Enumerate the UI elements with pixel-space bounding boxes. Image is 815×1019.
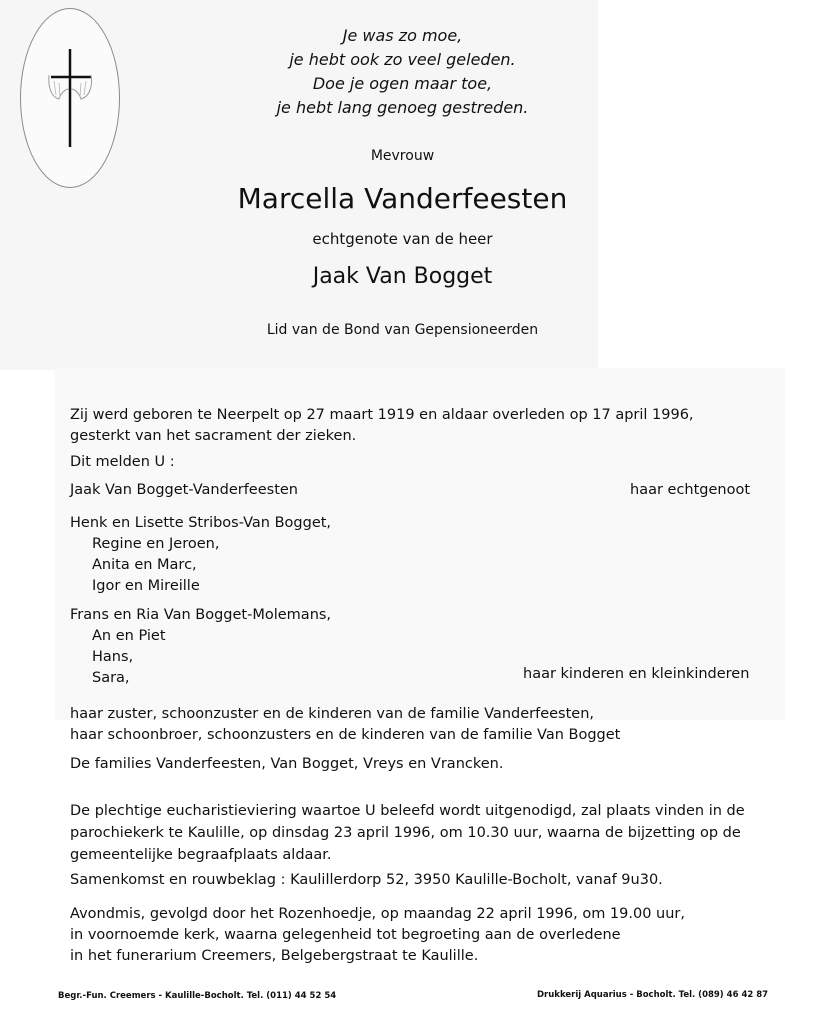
salutation: Mevrouw: [370, 148, 435, 164]
family-head: Henk en Lisette Stribos-Van Bogget,: [70, 515, 332, 531]
cross-emblem: [20, 8, 120, 188]
announce: Dit melden U :: [70, 454, 175, 470]
poem-line: Doe je ogen maar toe,: [312, 74, 493, 93]
spouse-intro: echtgenote van de heer: [312, 230, 493, 248]
grandchildren-line: Anita en Marc,: [92, 557, 197, 573]
poem-line: je hebt lang genoeg gestreden.: [276, 98, 529, 117]
text-line: De plechtige eucharistieviering waartoe U beleefd wordt uitgenodigd, zal plaats vinden in de: [70, 803, 745, 819]
birth-death-text: [70, 405, 694, 447]
footer-funeral-director: Begr.-Fun. Creemers - Kaulille-Bocholt. Tel. (011) 44 52 54: [58, 991, 337, 1001]
text-line: Avondmis, gevolgd door het Rozenhoedje, op maandag 22 april 1996, om 19.00 uur,: [70, 906, 686, 922]
text-line: Zij werd geboren te Neerpelt op 27 maart 1919 en aldaar overleden op 17 april 1996,: [70, 407, 694, 423]
grandchildren-line: Igor en Mireille: [92, 578, 200, 594]
grandchildren-line: Regine en Jeroen,: [92, 536, 220, 552]
evening-mass-text: [70, 904, 685, 967]
footer-printer: Drukkerij Aquarius - Bocholt. Tel. (089) 46 42 87: [537, 990, 769, 1000]
children-role: haar kinderen en kleinkinderen: [523, 666, 750, 682]
relatives: [70, 704, 620, 746]
cross-icon: [21, 9, 119, 187]
poem: [110, 24, 695, 120]
spouse-role: haar echtgenoot: [630, 482, 751, 498]
family-head: Frans en Ria Van Bogget-Molemans,: [70, 607, 332, 623]
text-line: haar schoonbroer, schoonzusters en de kinderen van de familie Van Bogget: [70, 727, 621, 743]
text-line: gesterkt van het sacrament der zieken.: [70, 428, 357, 444]
membership: Lid van de Bond van Gepensioneerden: [266, 322, 539, 338]
text-line: in voornoemde kerk, waarna gelegenheid tot begroeting aan de overledene: [70, 927, 621, 943]
spouse-line: Jaak Van Bogget-Vanderfeesten: [70, 482, 298, 498]
poem-line: Je was zo moe,: [342, 26, 463, 45]
family-group-1: [70, 513, 331, 597]
grandchildren-line: An en Piet: [92, 628, 166, 644]
grandchildren-line: Sara,: [92, 670, 130, 686]
text-line: parochiekerk te Kaulille, op dinsdag 23 april 1996, om 10.30 uur, waarna de bijzetting op de: [70, 825, 741, 841]
text-line: gemeentelijke begraafplaats aldaar.: [70, 847, 332, 863]
service-text: [70, 800, 745, 866]
text-line: haar zuster, schoonzuster en de kinderen van de familie Vanderfeesten,: [70, 706, 595, 722]
deceased-name: Marcella Vanderfeesten: [237, 182, 568, 215]
text-line: in het funerarium Creemers, Belgebergstraat te Kaulille.: [70, 948, 479, 964]
family-group-2: [70, 605, 331, 689]
gathering-text: Samenkomst en rouwbeklag : Kaulillerdorp 52, 3950 Kaulille-Bocholt, vanaf 9u30.: [70, 872, 663, 888]
grandchildren-line: Hans,: [92, 649, 134, 665]
poem-line: je hebt ook zo veel geleden.: [289, 50, 516, 69]
families-line: De families Vanderfeesten, Van Bogget, Vreys en Vrancken.: [70, 756, 504, 772]
spouse-name: Jaak Van Bogget: [312, 264, 493, 289]
